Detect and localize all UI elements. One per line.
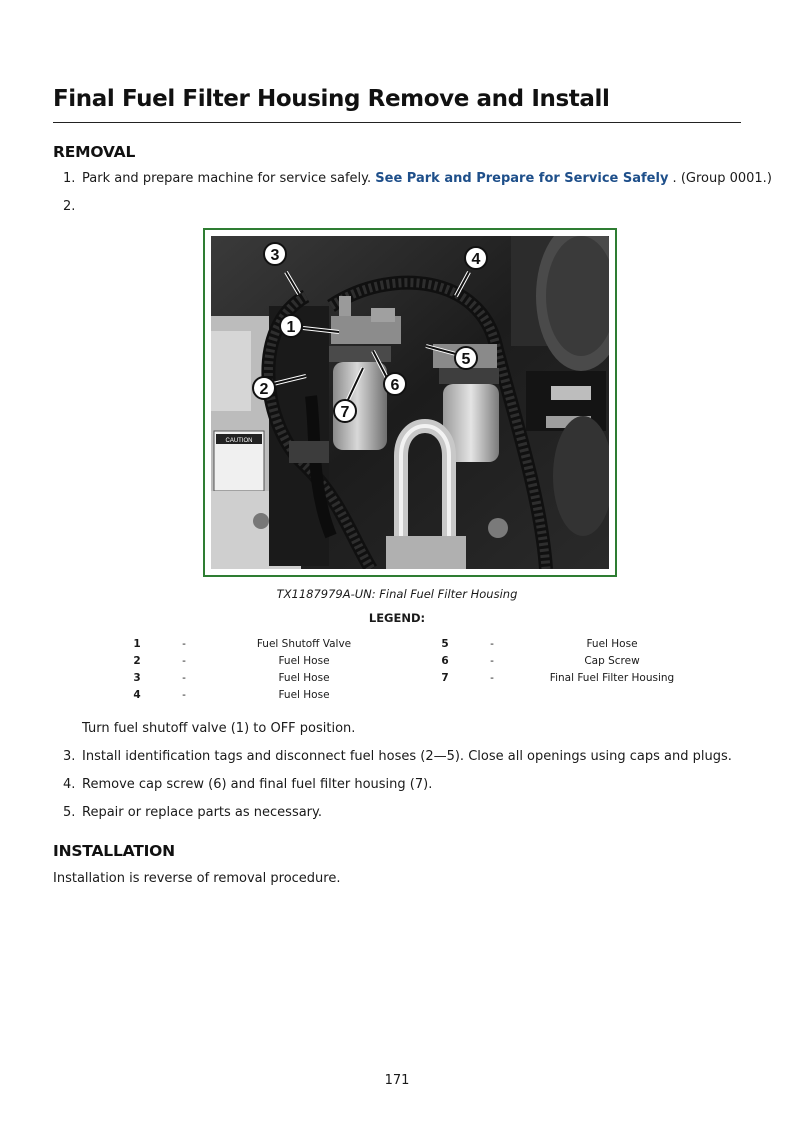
- legend-description: Fuel Hose: [278, 655, 330, 667]
- figure-caption: TX1187979A-UN: Final Fuel Filter Housing: [276, 587, 518, 601]
- legend-title: LEGEND:: [368, 611, 426, 625]
- removal-step-2-text: Turn fuel shutoff valve (1) to OFF position.: [82, 721, 356, 736]
- callout-5: [455, 347, 477, 369]
- removal-step-3: [63, 749, 732, 764]
- page-title: Final Fuel Filter Housing Remove and Install: [53, 86, 610, 112]
- legend-number: 1: [133, 638, 141, 650]
- step-number: 3.: [63, 749, 76, 764]
- step-text-after: . (Group 0001.): [668, 171, 772, 186]
- removal-heading: REMOVAL: [53, 143, 136, 161]
- callout-label: 2: [259, 381, 269, 398]
- legend-number: 7: [441, 672, 449, 684]
- installation-heading: INSTALLATION: [53, 842, 175, 860]
- legend-number: 5: [441, 638, 449, 650]
- callout-7: [334, 400, 356, 422]
- legend-description: Fuel Shutoff Valve: [256, 638, 352, 650]
- callout-label: 7: [340, 404, 350, 421]
- legend-description: Final Fuel Filter Housing: [549, 672, 675, 684]
- removal-step-1: [63, 171, 772, 186]
- callout-2: [253, 377, 275, 399]
- legend-description: Cap Screw: [584, 655, 640, 667]
- callout-6: [384, 373, 406, 395]
- fuel-filter-photo: [211, 236, 609, 569]
- legend-number: 3: [133, 672, 141, 684]
- decal-text: CAUTION: [225, 438, 253, 444]
- callout-label: 3: [270, 247, 280, 264]
- title-divider: [53, 122, 741, 123]
- legend-description: Fuel Hose: [278, 672, 330, 684]
- legend-description: Fuel Hose: [278, 689, 330, 701]
- legend-dash: -: [490, 672, 494, 684]
- legend-number: 2: [133, 655, 141, 667]
- callout-label: 1: [286, 319, 296, 336]
- legend-dash: -: [182, 638, 186, 650]
- legend-number: 6: [441, 655, 449, 667]
- legend-dash: -: [490, 655, 494, 667]
- page-number: 171: [384, 1073, 410, 1088]
- park-and-prepare-link[interactable]: See Park and Prepare for Service Safely: [375, 171, 669, 186]
- callout-label: 6: [390, 377, 400, 394]
- step-text: Install identification tags and disconnect fuel hoses (2—5). Close all openings using caps and plugs.: [82, 749, 732, 764]
- step-number: 4.: [63, 777, 76, 792]
- callout-1: [280, 315, 302, 337]
- fuel-filter-figure: [203, 228, 617, 577]
- callout-label: 5: [461, 351, 471, 368]
- step-text: Repair or replace parts as necessary.: [82, 805, 322, 820]
- legend-number: 4: [133, 689, 141, 701]
- legend-dash: -: [490, 638, 494, 650]
- step-number: 2.: [63, 199, 76, 214]
- legend-dash: -: [182, 655, 186, 667]
- legend-dash: -: [182, 689, 186, 701]
- legend-dash: -: [182, 672, 186, 684]
- removal-step-2: [63, 199, 82, 214]
- removal-step-5: [63, 805, 322, 820]
- step-text: Remove cap screw (6) and final fuel filter housing (7).: [82, 777, 433, 792]
- removal-step-4: [63, 777, 432, 792]
- step-number: 1.: [63, 171, 76, 186]
- callout-label: 4: [471, 251, 481, 268]
- installation-text: Installation is reverse of removal procedure.: [53, 871, 341, 886]
- step-text: Park and prepare machine for service safely.: [82, 171, 376, 186]
- callout-3: [264, 243, 286, 265]
- step-number: 5.: [63, 805, 76, 820]
- legend-description: Fuel Hose: [586, 638, 638, 650]
- callout-4: [465, 247, 487, 269]
